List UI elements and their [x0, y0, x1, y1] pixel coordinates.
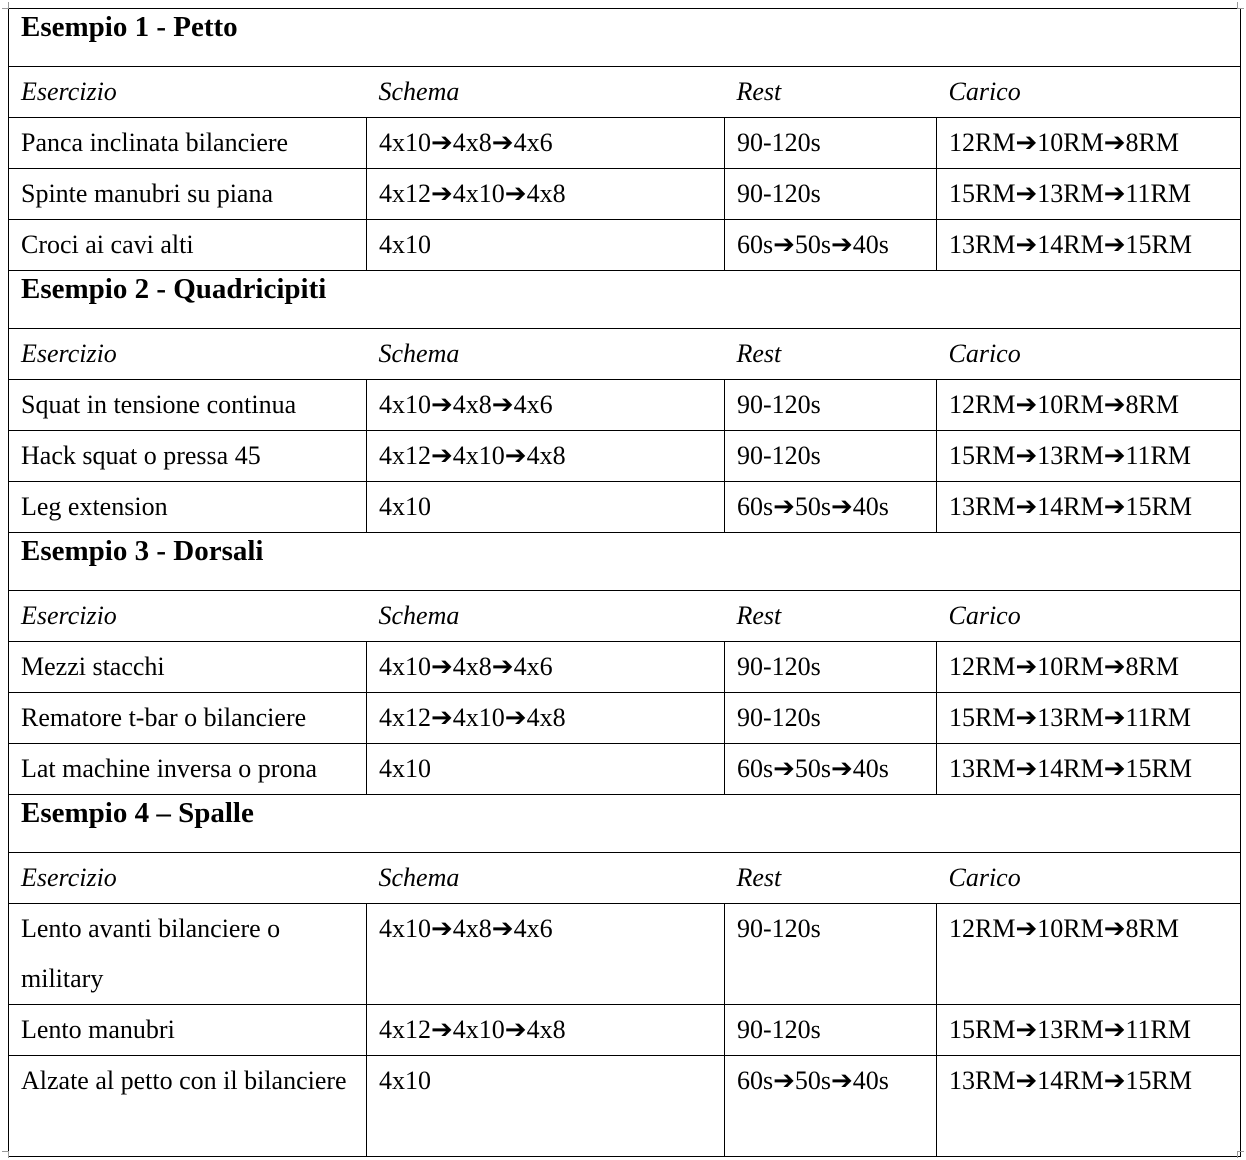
- scheme-cell: 4x10: [367, 482, 725, 533]
- column-header-row: [9, 853, 1241, 904]
- load-cell: 13RM➔14RM➔15RM: [937, 482, 1241, 533]
- table-row: [9, 904, 1241, 1005]
- header-scheme: Schema: [367, 853, 725, 904]
- scheme-cell: 4x10➔4x8➔4x6: [367, 904, 725, 1005]
- load-cell: 15RM➔13RM➔11RM: [937, 431, 1241, 482]
- table-row: [9, 1005, 1241, 1056]
- table-row: [9, 642, 1241, 693]
- scheme-cell: 4x10➔4x8➔4x6: [367, 380, 725, 431]
- table-row: [9, 220, 1241, 271]
- workout-table-body: [9, 9, 1241, 1157]
- corner-mark: [2, 1151, 9, 1158]
- exercise-cell: Croci ai cavi alti: [9, 220, 367, 271]
- header-rest: Rest: [725, 67, 937, 118]
- rest-cell: 90-120s: [725, 118, 937, 169]
- scheme-cell: 4x12➔4x10➔4x8: [367, 1005, 725, 1056]
- header-load: Carico: [937, 67, 1241, 118]
- table-row: [9, 1056, 1241, 1157]
- rest-cell: 60s➔50s➔40s: [725, 482, 937, 533]
- header-exercise: Esercizio: [9, 853, 367, 904]
- header-exercise: Esercizio: [9, 67, 367, 118]
- scheme-cell: 4x12➔4x10➔4x8: [367, 169, 725, 220]
- header-load: Carico: [937, 591, 1241, 642]
- scheme-cell: 4x12➔4x10➔4x8: [367, 693, 725, 744]
- exercise-cell: Squat in tensione continua: [9, 380, 367, 431]
- exercise-cell: Rematore t-bar o bilanciere: [9, 693, 367, 744]
- load-cell: 12RM➔10RM➔8RM: [937, 642, 1241, 693]
- workout-table: [8, 8, 1241, 1157]
- rest-cell: 90-120s: [725, 693, 937, 744]
- column-header-row: [9, 329, 1241, 380]
- table-row: [9, 482, 1241, 533]
- section-title-row: [9, 271, 1241, 329]
- table-row: [9, 118, 1241, 169]
- rest-cell: 90-120s: [725, 169, 937, 220]
- section-title: Esempio 1 - Petto: [9, 9, 1241, 67]
- table-row: [9, 431, 1241, 482]
- table-row: [9, 380, 1241, 431]
- header-exercise: Esercizio: [9, 591, 367, 642]
- column-header-row: [9, 67, 1241, 118]
- rest-cell: 90-120s: [725, 642, 937, 693]
- exercise-cell: Panca inclinata bilanciere: [9, 118, 367, 169]
- column-header-row: [9, 591, 1241, 642]
- section-title-row: [9, 533, 1241, 591]
- header-exercise: Esercizio: [9, 329, 367, 380]
- rest-cell: 90-120s: [725, 380, 937, 431]
- rest-cell: 60s➔50s➔40s: [725, 744, 937, 795]
- load-cell: 12RM➔10RM➔8RM: [937, 904, 1241, 1005]
- scheme-cell: 4x10: [367, 744, 725, 795]
- table-row: [9, 693, 1241, 744]
- load-cell: 15RM➔13RM➔11RM: [937, 693, 1241, 744]
- rest-cell: 90-120s: [725, 904, 937, 1005]
- table-row: [9, 169, 1241, 220]
- scheme-cell: 4x10: [367, 220, 725, 271]
- exercise-cell: Leg extension: [9, 482, 367, 533]
- corner-mark: [2, 2, 9, 9]
- section-title: Esempio 2 - Quadricipiti: [9, 271, 1241, 329]
- exercise-cell: Lento avanti bilanciere o military: [9, 904, 367, 1005]
- header-rest: Rest: [725, 591, 937, 642]
- workout-document: [8, 8, 1240, 1157]
- scheme-cell: 4x10➔4x8➔4x6: [367, 118, 725, 169]
- section-title: Esempio 4 – Spalle: [9, 795, 1241, 853]
- corner-mark: [1237, 2, 1244, 9]
- header-rest: Rest: [725, 329, 937, 380]
- header-load: Carico: [937, 329, 1241, 380]
- section-title: Esempio 3 - Dorsali: [9, 533, 1241, 591]
- load-cell: 12RM➔10RM➔8RM: [937, 118, 1241, 169]
- load-cell: 13RM➔14RM➔15RM: [937, 220, 1241, 271]
- exercise-cell: Lat machine inversa o prona: [9, 744, 367, 795]
- rest-cell: 90-120s: [725, 431, 937, 482]
- header-scheme: Schema: [367, 329, 725, 380]
- header-scheme: Schema: [367, 67, 725, 118]
- load-cell: 13RM➔14RM➔15RM: [937, 1056, 1241, 1157]
- scheme-cell: 4x10➔4x8➔4x6: [367, 642, 725, 693]
- section-title-row: [9, 795, 1241, 853]
- section-title-row: [9, 9, 1241, 67]
- rest-cell: 60s➔50s➔40s: [725, 1056, 937, 1157]
- exercise-cell: Alzate al petto con il bilanciere: [9, 1056, 367, 1157]
- exercise-cell: Spinte manubri su piana: [9, 169, 367, 220]
- exercise-cell: Lento manubri: [9, 1005, 367, 1056]
- exercise-cell: Mezzi stacchi: [9, 642, 367, 693]
- corner-mark: [1237, 1151, 1244, 1158]
- table-row: [9, 744, 1241, 795]
- header-rest: Rest: [725, 853, 937, 904]
- load-cell: 15RM➔13RM➔11RM: [937, 1005, 1241, 1056]
- rest-cell: 60s➔50s➔40s: [725, 220, 937, 271]
- scheme-cell: 4x12➔4x10➔4x8: [367, 431, 725, 482]
- exercise-cell: Hack squat o pressa 45: [9, 431, 367, 482]
- header-scheme: Schema: [367, 591, 725, 642]
- load-cell: 15RM➔13RM➔11RM: [937, 169, 1241, 220]
- rest-cell: 90-120s: [725, 1005, 937, 1056]
- header-load: Carico: [937, 853, 1241, 904]
- scheme-cell: 4x10: [367, 1056, 725, 1157]
- load-cell: 13RM➔14RM➔15RM: [937, 744, 1241, 795]
- load-cell: 12RM➔10RM➔8RM: [937, 380, 1241, 431]
